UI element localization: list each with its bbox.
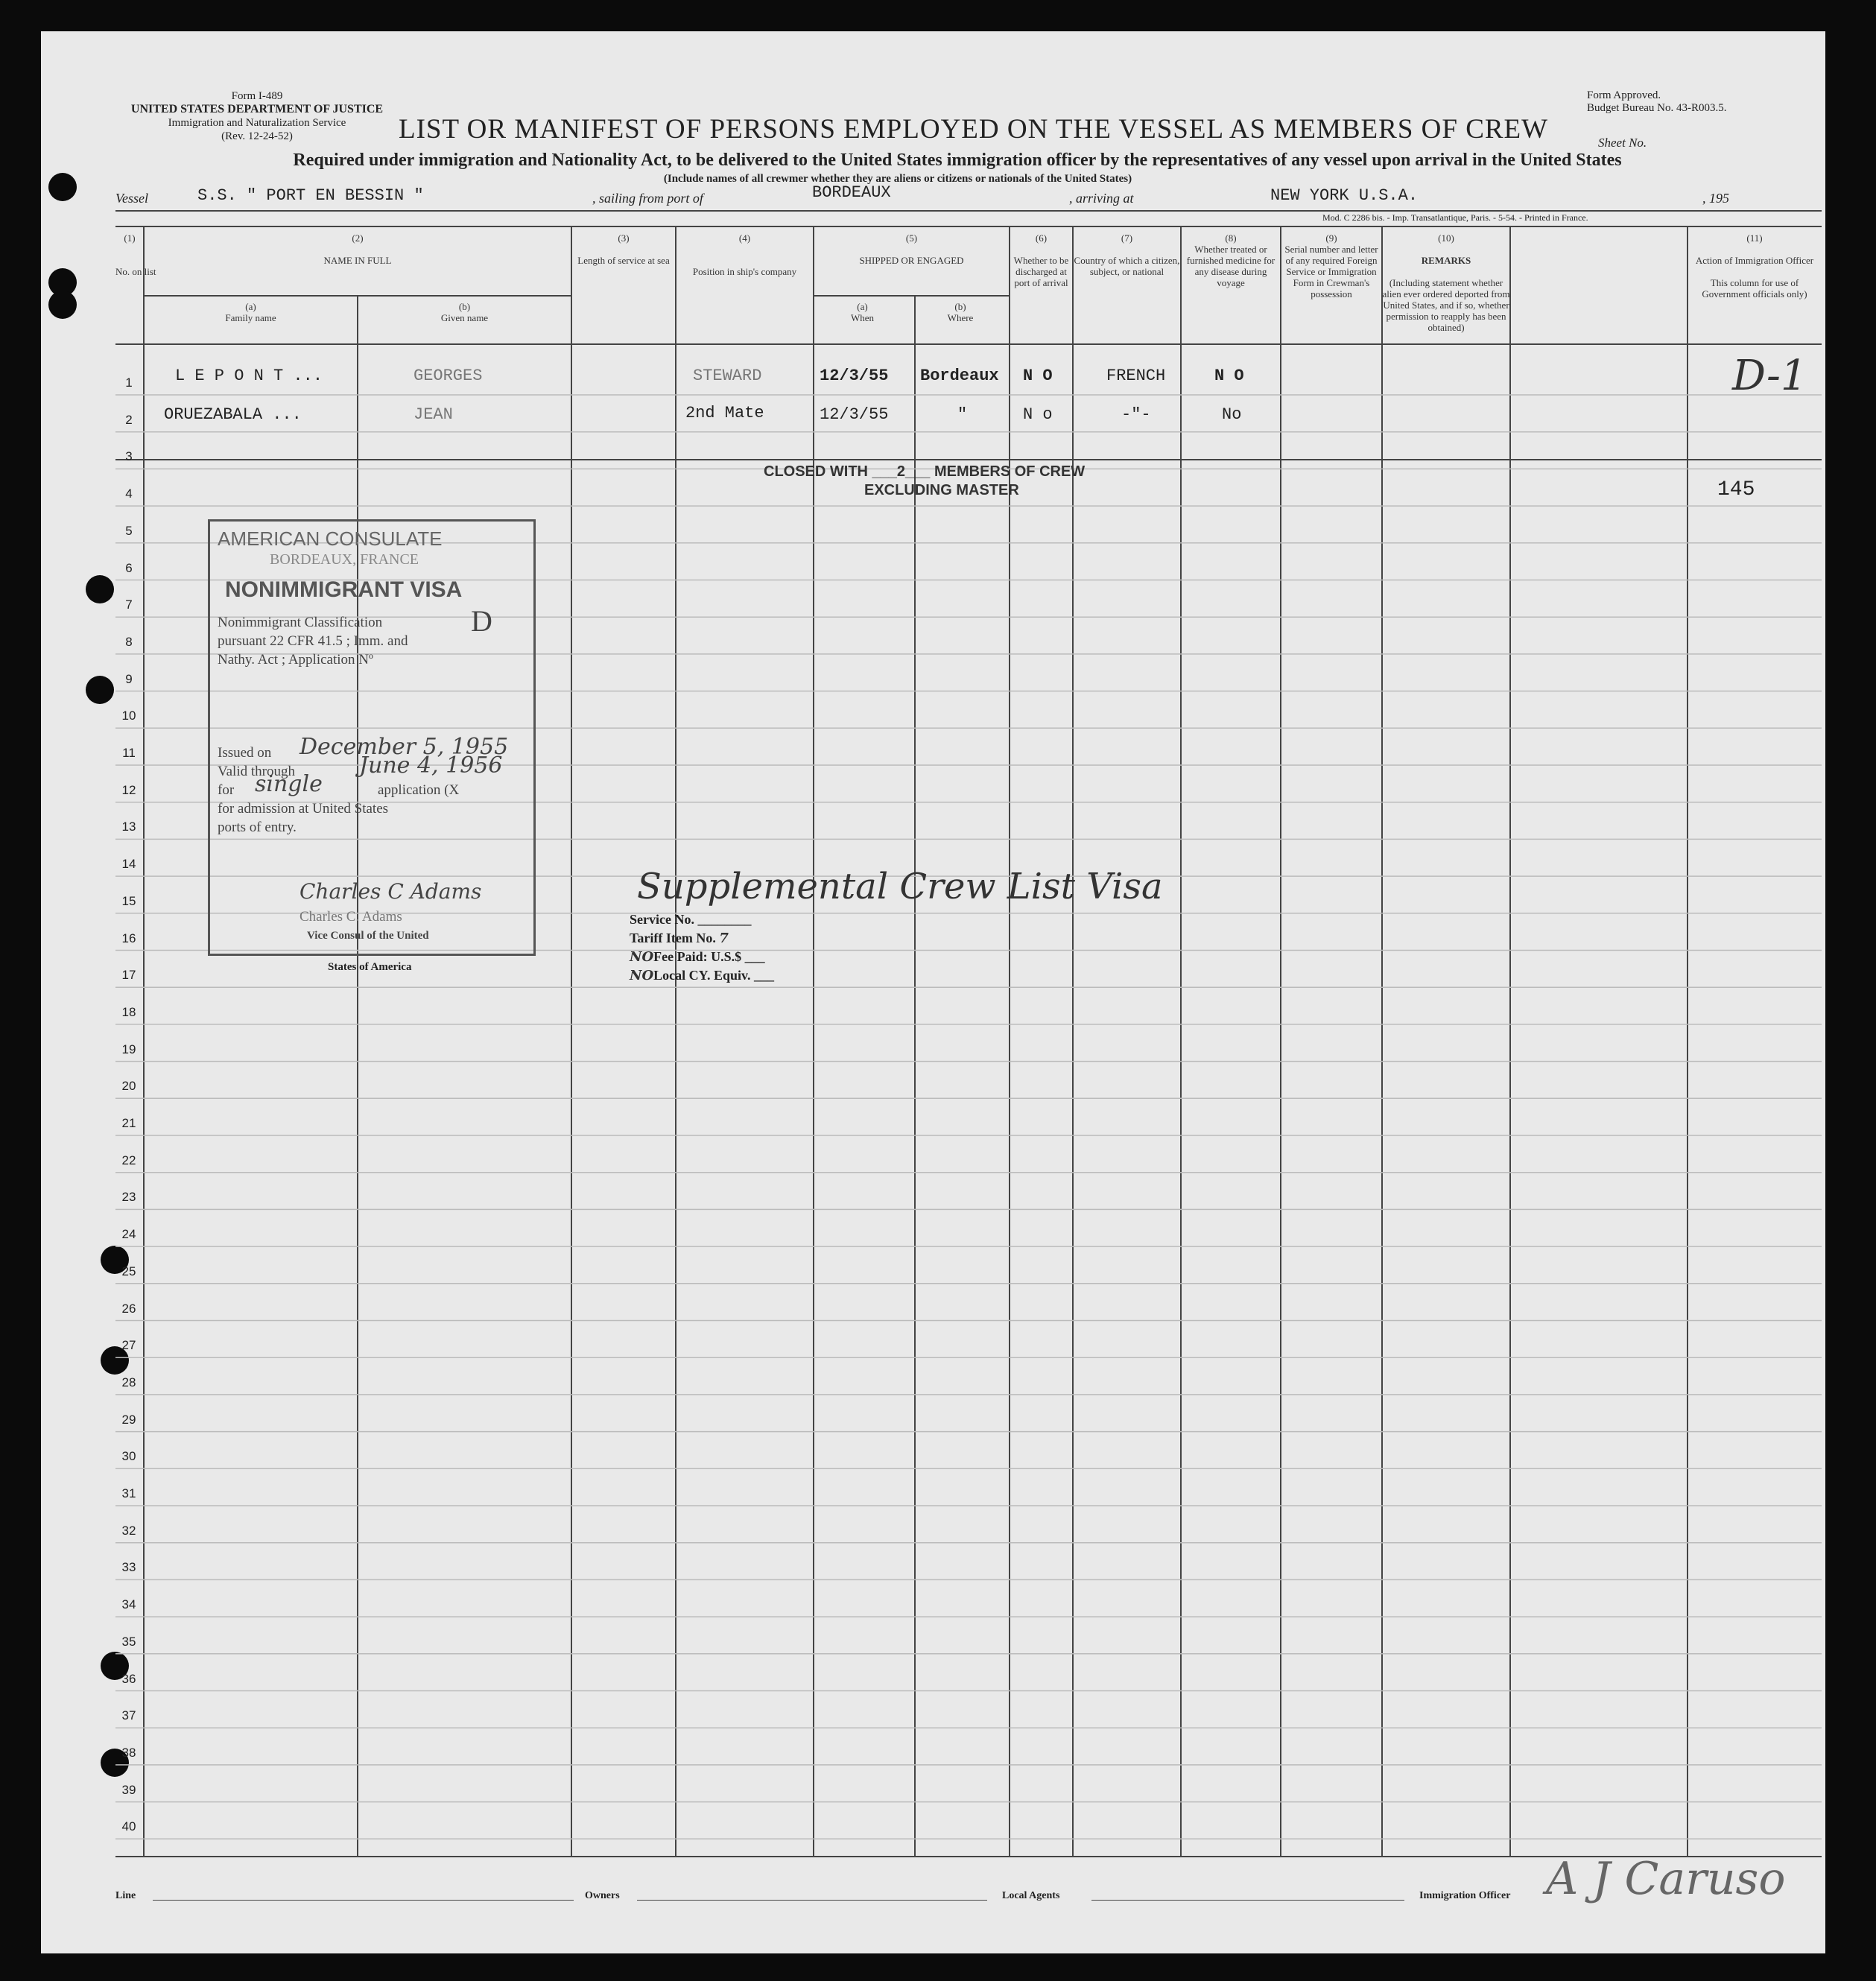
footer-owners-label: Owners <box>585 1890 620 1901</box>
row-number: 38 <box>121 1745 136 1760</box>
vessel-label: Vessel <box>115 191 148 206</box>
footer-line-label: Line <box>115 1890 136 1901</box>
row-number: 15 <box>121 893 136 908</box>
row-number: 22 <box>121 1153 136 1167</box>
supplemental-note: Supplemental Crew List Visa <box>637 866 1163 907</box>
row-number: 26 <box>121 1301 136 1316</box>
row-number: 39 <box>121 1782 136 1797</box>
col-5a-header: (a) When <box>850 301 875 323</box>
service: Immigration and Naturalization Service <box>168 117 346 129</box>
crew-1-discharged: N O <box>1023 367 1053 385</box>
crew-manifest-page <box>41 31 1825 1953</box>
officer-signature: A J Caruso <box>1546 1853 1786 1905</box>
col-5-header: (5) SHIPPED OR ENGAGED <box>859 232 964 266</box>
revision: (Rev. 12-24-52) <box>221 130 293 142</box>
row-number: 5 <box>125 523 133 538</box>
sheet-no: Sheet No. <box>1598 136 1647 150</box>
row-number: 21 <box>121 1116 136 1130</box>
crew-1-family-name: L E P O N T ... <box>175 367 323 385</box>
fee-stamp: Service No. ________ Tariff Item No. 7 NOFee Paid: U.S.$ ___ NOLocal CY. Equiv. ___ <box>630 912 775 983</box>
crew-2-where: " <box>957 405 968 424</box>
row-number: 20 <box>121 1079 136 1094</box>
row-number: 4 <box>125 486 133 501</box>
row-number: 3 <box>125 449 133 464</box>
row-number: 2 <box>125 412 133 427</box>
page-title: LIST OR MANIFEST OF PERSONS EMPLOYED ON THE VESSEL AS MEMBERS OF CREW <box>399 114 1549 145</box>
row-number: 17 <box>121 968 136 983</box>
year: , 195 <box>1702 191 1729 206</box>
stamp-title-line2: States of America <box>328 961 412 973</box>
crew-2-when: 12/3/55 <box>820 405 889 424</box>
crew-1-where: Bordeaux <box>920 367 999 385</box>
col-10-header: (10) REMARKS (Including statement whether alien ever ordered deported from United States, and if so, whether permission to reapply has been obtained) <box>1382 232 1510 333</box>
row-number: 12 <box>121 782 136 797</box>
col-6-header: (6) Whether to be discharged at port of arrival <box>1013 232 1069 288</box>
row-number: 19 <box>121 1042 136 1056</box>
arriving-port: NEW YORK U.S.A. <box>1270 186 1419 205</box>
row-number: 6 <box>125 560 133 575</box>
row-number: 32 <box>121 1523 136 1538</box>
crew-1-position: STEWARD <box>693 367 762 385</box>
row-number: 33 <box>121 1560 136 1575</box>
row-number: 36 <box>121 1671 136 1686</box>
form-number: Form I-489 <box>231 90 283 102</box>
crew-2-given-name: JEAN <box>413 405 453 424</box>
col-2a-header: (a) Family name <box>225 301 276 323</box>
row-number: 35 <box>121 1634 136 1649</box>
col-4-header: (4) Position in ship's company <box>692 232 797 277</box>
excluding-master: EXCLUDING MASTER <box>864 482 1019 498</box>
row-number: 1 <box>125 375 133 390</box>
crew-2-discharged: N o <box>1023 405 1053 424</box>
row-number: 37 <box>121 1708 136 1723</box>
vessel-name: S.S. " PORT EN BESSIN " <box>197 186 424 205</box>
crew-1-nationality: FRENCH <box>1106 367 1166 385</box>
row-number: 27 <box>121 1338 136 1353</box>
sailing-label: , sailing from port of <box>592 191 703 206</box>
row-number: 11 <box>122 746 136 760</box>
sailing-port: BORDEAUX <box>812 183 891 202</box>
row-number: 30 <box>121 1449 136 1464</box>
row-number: 8 <box>125 634 133 649</box>
crew-1-disease: N O <box>1214 367 1244 385</box>
consulate-visa-stamp: AMERICAN CONSULATE BORDEAUX, FRANCE NONIMMIGRANT VISA Nonimmigrant Classification D pursuant 22 CFR 41.5 ; Imm. and Nathy. Act ; Application Nº Issued on December 5, 1955 Valid through June 4, 1956 for single application (X for admission at United States ports of entry. Charles C Adams Charles C. Adams Vice Consul of the United <box>208 519 536 956</box>
col-5b-header: (b) Where <box>947 301 974 323</box>
col-11-header: (11) Action of Immigration Officer This column for use of Government officials only) <box>1695 232 1814 299</box>
row-number: 9 <box>125 671 133 686</box>
crew-2-position: 2nd Mate <box>685 404 764 422</box>
row-number: 25 <box>121 1264 136 1278</box>
row-number: 31 <box>121 1486 136 1500</box>
row-number: 23 <box>121 1190 136 1205</box>
col-8-header: (8) Whether treated or furnished medicine for any disease during voyage <box>1186 232 1276 288</box>
crew-2-nationality: -"- <box>1121 405 1151 424</box>
requirement-text: Required under immigration and Nationality Act, to be delivered to the United States immigration officer by the representatives of any vessel upon arrival in the United States <box>293 150 1622 170</box>
department: UNITED STATES DEPARTMENT OF JUSTICE <box>130 103 384 115</box>
printer-note: Mod. C 2286 bis. - Imp. Transatlantique, Paris. - 5-54. - Printed in France. <box>1322 212 1588 223</box>
row-number: 7 <box>125 598 133 612</box>
row-number: 29 <box>121 1412 136 1427</box>
arriving-label: , arriving at <box>1069 191 1134 206</box>
row-number: 13 <box>121 820 136 834</box>
footer-agents-label: Local Agents <box>1002 1890 1060 1901</box>
col-3-header: (3) Length of service at sea <box>577 232 670 266</box>
crew-2-family-name: ORUEZABALA ... <box>164 405 302 424</box>
crew-1-officer-action: D-1 <box>1732 352 1807 400</box>
crew-2-disease: No <box>1222 405 1242 424</box>
col-7-header: (7) Country of which a citizen, subject, or national <box>1074 232 1180 277</box>
row-number: 10 <box>121 709 136 723</box>
col-9-header: (9) Serial number and letter of any required Foreign Service or Immigration Form in Crewman's possession <box>1284 232 1378 299</box>
form-approved: Form Approved. <box>1587 89 1661 101</box>
budget-bureau: Budget Bureau No. 43-R003.5. <box>1587 102 1727 114</box>
col-2-header: (2) NAME IN FULL <box>323 232 392 266</box>
closed-with: CLOSED WITH ___2___ MEMBERS OF CREW <box>764 463 1086 480</box>
row-number: 16 <box>121 931 136 945</box>
col-2b-header: (b) Given name <box>440 301 489 323</box>
col-1-header: (1) No. on list <box>115 232 156 277</box>
row-number: 28 <box>121 1375 136 1389</box>
row-number: 14 <box>121 857 136 872</box>
row-number: 34 <box>121 1597 136 1612</box>
row-number: 40 <box>121 1819 136 1834</box>
page-count: 145 <box>1717 478 1755 501</box>
row-number: 24 <box>121 1227 136 1242</box>
include-note: (Include names of all crewmer whether they are aliens or citizens or nationals of the United States) <box>663 173 1132 185</box>
crew-1-given-name: GEORGES <box>413 367 483 385</box>
footer-officer-label: Immigration Officer <box>1419 1890 1511 1901</box>
crew-1-when: 12/3/55 <box>820 367 889 385</box>
row-number: 18 <box>121 1004 136 1019</box>
